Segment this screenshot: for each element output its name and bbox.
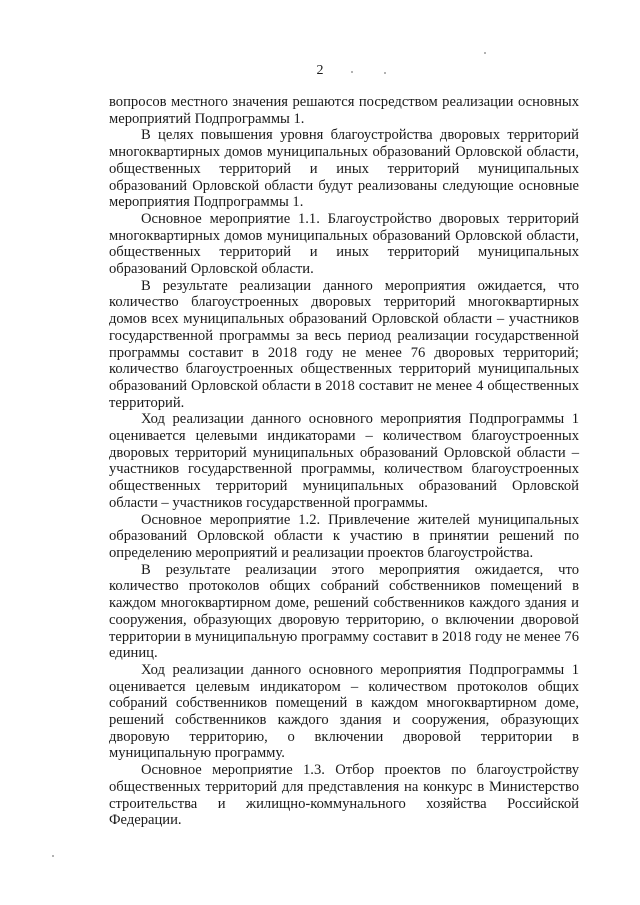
document-body bbox=[109, 94, 579, 829]
scan-speck bbox=[384, 72, 386, 74]
paragraph-3: Основное мероприятие 1.1. Благоустройство дворовых территорий многоквартирных домов муниципальных образований Орловской области, общественных территорий и иных территорий муниципальных образований Орловской области. bbox=[109, 210, 579, 278]
paragraph-2: В целях повышения уровня благоустройства дворовых территорий многоквартирных домов муниципальных образований Орловской области, общественных территорий и иных территорий муниципальных образований Орловской области будут реализованы следующие основные мероприятия Подпрограммы 1. bbox=[109, 127, 579, 211]
paragraph-9: Основное мероприятие 1.3. Отбор проектов по благоустройству общественных территорий для представления на конкурс в Министерство строительства и жилищно-коммунального хозяйства Российской Федерации. bbox=[109, 762, 579, 829]
page-number: 2 bbox=[316, 63, 324, 78]
scan-speck bbox=[484, 52, 486, 54]
paragraph-8: Ход реализации данного основного мероприятия Подпрограммы 1 оценивается целевым индикатором – количеством протоколов общих собраний собственников помещений в каждом многоквартирном доме, решений собственников каждого здания и сооружения, образующих дворовую территорию, о включении дворовой территории в муниципальную программу. bbox=[109, 661, 579, 762]
paragraph-4: В результате реализации данного мероприятия ожидается, что количество благоустроенных дворовых территорий многоквартирных домов всех муниципальных образований Орловской области – участников государственной программы за весь период реализации государственной программы составит в 2018 году не менее 76 дворовых территорий; количество благоустроенных общественных территорий муниципальных образований Орловской области в 2018 составит не менее 4 общественных территорий. bbox=[109, 277, 579, 411]
scan-speck bbox=[351, 71, 353, 73]
paragraph-7: В результате реализации этого мероприятия ожидается, что количество протоколов общих собраний собственников помещений в каждом многоквартирном доме, решений собственников каждого здания и сооружения, образующих дворовую территорию, о включении дворовой территории в муниципальную программу составит в 2018 году не менее 76 единиц. bbox=[109, 561, 579, 662]
paragraph-5: Ход реализации данного основного мероприятия Подпрограммы 1 оценивается целевыми индикаторами – количеством благоустроенных дворовых территорий муниципальных образований Орловской области – участников государственной программы, количеством благоустроенных общественных территорий муниципальных образований Орловской области – участников государственной программы. bbox=[109, 411, 579, 511]
scan-speck bbox=[52, 855, 54, 857]
paragraph-1: вопросов местного значения решаются посредством реализации основных мероприятий Подпрограммы 1. bbox=[109, 94, 579, 127]
paragraph-6: Основное мероприятие 1.2. Привлечение жителей муниципальных образований Орловской области к участию в принятии решений по определению мероприятий и реализации проектов благоустройства. bbox=[109, 511, 579, 561]
